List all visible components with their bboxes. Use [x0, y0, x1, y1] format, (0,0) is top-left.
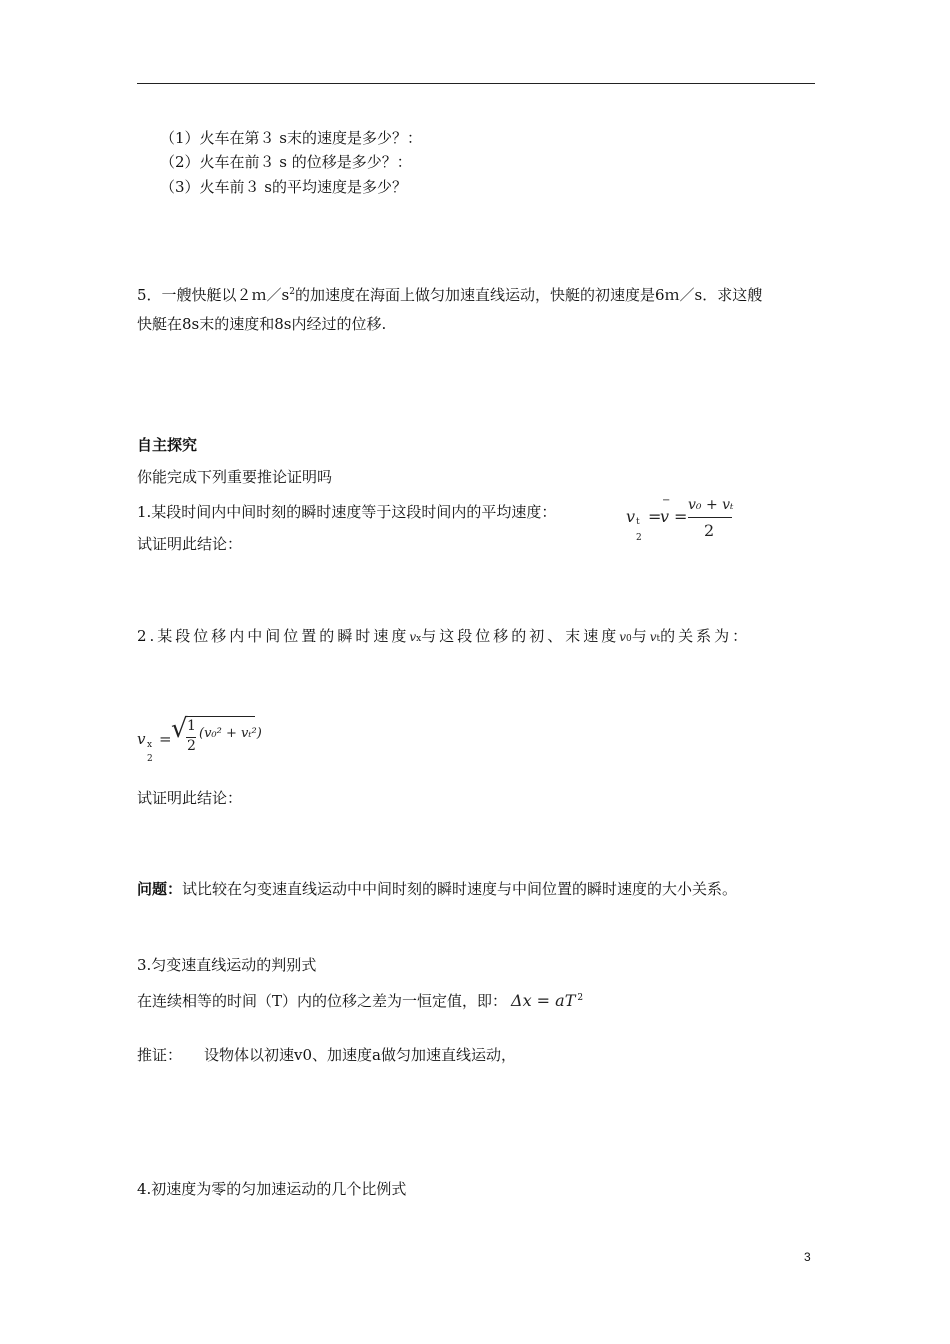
p2-pre: 2.某段位移内中间位置的瞬时速度 — [137, 627, 410, 645]
question-text: 试比较在匀变速直线运动中中间时刻的瞬时速度与中间位置的瞬时速度的大小关系。 — [182, 880, 738, 898]
f1-denominator: 2 — [704, 521, 715, 540]
question-paragraph — [137, 879, 737, 899]
p2-mid2: 与 — [631, 627, 650, 645]
formula-mid-time-velocity — [624, 495, 744, 551]
f1-v: v — [626, 507, 636, 526]
proposition-3-title: 3.匀变速直线运动的判别式 — [137, 956, 317, 974]
sqrt-symbol: √ — [171, 714, 188, 744]
section-title: 自主探究 — [137, 436, 198, 454]
derive-text: 设物体以初速v0、加速度a做匀加速直线运动， — [204, 1046, 516, 1064]
p3-formula-sup: 2 — [577, 993, 584, 1003]
f1-two: 2 — [636, 533, 642, 543]
question-label: 问题： — [137, 880, 183, 898]
page-number: 3 — [804, 1250, 811, 1264]
derivation-line — [137, 1045, 516, 1065]
f1-bar: − — [662, 495, 671, 506]
derive-label: 推证： — [137, 1046, 183, 1064]
p2-vt: vt — [649, 630, 661, 644]
f2-one: 1 — [187, 718, 196, 734]
question-item-2: （2）火车在前３ s 的位移是多少？： — [160, 153, 412, 171]
problem-5-sup: 2 — [289, 287, 295, 297]
f1-fraction-bar — [688, 517, 732, 518]
proposition-2 — [137, 626, 750, 649]
proposition-3-text — [137, 991, 583, 1014]
f2-v: v — [137, 730, 146, 748]
f2-x: x — [147, 740, 153, 750]
f2-inner: (v₀² + vₜ²) — [199, 726, 262, 741]
p3-formula: Δx = aT — [511, 991, 576, 1010]
problem-5-line-2: 快艇在8s末的速度和8s内经过的位移. — [137, 315, 387, 333]
header-rule — [137, 83, 815, 84]
proposition-4-title: 4.初速度为零的匀加速运动的几个比例式 — [137, 1180, 407, 1198]
f2-den: 2 — [187, 738, 196, 754]
p3-text: 在连续相等的时间（T）内的位移之差为一恒定值，即： — [137, 992, 508, 1010]
sqrt-bar — [185, 716, 255, 717]
f1-eq1: = — [648, 507, 662, 526]
prove-1: 试证明此结论： — [137, 535, 243, 553]
f2-two: 2 — [147, 754, 153, 764]
f2-eq: = — [159, 730, 172, 748]
f1-numerator: v₀ + vₜ — [688, 497, 734, 513]
problem-5-pre: 5．一艘快艇以２ｍ／s — [137, 286, 290, 304]
question-item-1: （1）火车在第３ s末的速度是多少？： — [160, 129, 423, 147]
f1-eq2: = — [674, 507, 688, 526]
problem-5-line-1 — [137, 285, 762, 308]
f1-vbar: v — [660, 507, 670, 526]
f1-t: t — [636, 517, 640, 527]
proposition-1: 1.某段时间内中间时刻的瞬时速度等于这段时间内的平均速度： — [137, 503, 557, 521]
prove-2: 试证明此结论： — [137, 789, 243, 807]
intro-text: 你能完成下列重要推论证明吗 — [137, 468, 333, 486]
p2-vx2: vx — [409, 630, 422, 644]
formula-mid-position-velocity — [137, 712, 267, 772]
p2-v0: v0 — [619, 630, 632, 644]
p2-post: 的关系为： — [660, 627, 751, 645]
problem-5-post: 的加速度在海面上做匀加速直线运动，快艇的初速度是6ｍ／s．求这艘 — [294, 286, 763, 304]
question-item-3: （3）火车前３ s的平均速度是多少？ — [160, 178, 408, 196]
p2-mid1: 与这段位移的初、末速度 — [421, 627, 620, 645]
